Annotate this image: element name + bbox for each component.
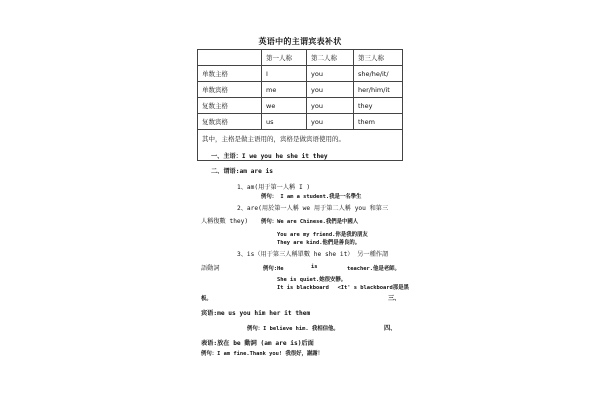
example-are-2: You are my friend.你是我的朋友 (277, 232, 368, 238)
table-cell: 复数主格 (198, 98, 262, 114)
table-cell: she/he/it/ (354, 66, 403, 82)
example-is-4: 板。 (201, 296, 212, 302)
table-header-cell: 第三人称 (354, 50, 403, 66)
table-cell: I (262, 66, 307, 82)
table-row (198, 98, 403, 114)
table-row (198, 114, 403, 130)
example-is-1c: teacher.他是老師。 (347, 266, 400, 272)
example-are-3: They are kind.他們是善良的。 (277, 240, 361, 246)
table-cell: 单数宾格 (198, 82, 262, 98)
example-object: 例句：I believe him. 我相信他。 (247, 326, 339, 332)
pronoun-table (197, 49, 403, 161)
table-cell: you (307, 114, 354, 130)
table-row (198, 82, 403, 98)
example-is-2: She is quiet.她很安靜。 (277, 277, 347, 283)
section-object: 宾语:me us you him her it them (201, 310, 311, 317)
section-predicate: 二、谓语:am are is (211, 168, 274, 175)
table-cell: them (354, 114, 403, 130)
table-header-cell (198, 50, 262, 66)
table-cell: they (354, 98, 403, 114)
table-cell: you (307, 82, 354, 98)
table-row (198, 66, 403, 82)
document-title: 英语中的主谓宾表补状 (258, 36, 342, 46)
table-cell: we (262, 98, 307, 114)
predicate-am: 1、am(用于第一人稱 I ) (237, 184, 311, 191)
table-cell: you (307, 66, 354, 82)
table-cell: me (262, 82, 307, 98)
section-number-3: 三、 (388, 295, 401, 302)
predicate-are-line2: 人稱復數 they) (201, 218, 249, 225)
section-number-4: 四、 (384, 325, 397, 332)
example-are-1: 例句：We are Chinese.我們是中國人 (261, 219, 359, 225)
table-cell: 单数主格 (198, 66, 262, 82)
section-predicative: 表语:放在 be 動詞 (am are is)后面 (201, 340, 314, 347)
table-header-cell: 第一人称 (262, 50, 307, 66)
predicate-are-line1: 2、are(用於第一人稱 we 用于第二人稱 you 和第三 (237, 205, 389, 212)
table-note: 其中，主格是做主语用的，宾格是做宾语使用的。 (198, 130, 403, 161)
predicate-is-line2: 語動詞 (201, 265, 220, 272)
example-is-3: It is blackboard <It' s blackboard那是黑 (277, 285, 409, 291)
table-cell: you (307, 98, 354, 114)
example-predicative: 例句：I am fine.Thank you! 我很好，謝謝！ (201, 351, 324, 357)
table-cell: 复数宾格 (198, 114, 262, 130)
section-subject: 一、主语：I we you he she it they (211, 153, 328, 160)
table-header-cell: 第二人称 (307, 50, 354, 66)
table-cell: us (262, 114, 307, 130)
predicate-is-line1: 3、is（用于第三人稱單數 he she it） 另一種作謂 (237, 251, 389, 258)
table-cell: her/him/it (354, 82, 403, 98)
example-am: 例句： I am a student.我是一名學生 (261, 194, 362, 200)
example-is-1b: is (311, 264, 318, 270)
table-header-row (198, 50, 403, 66)
example-is-1a: 例句:He (263, 266, 284, 272)
